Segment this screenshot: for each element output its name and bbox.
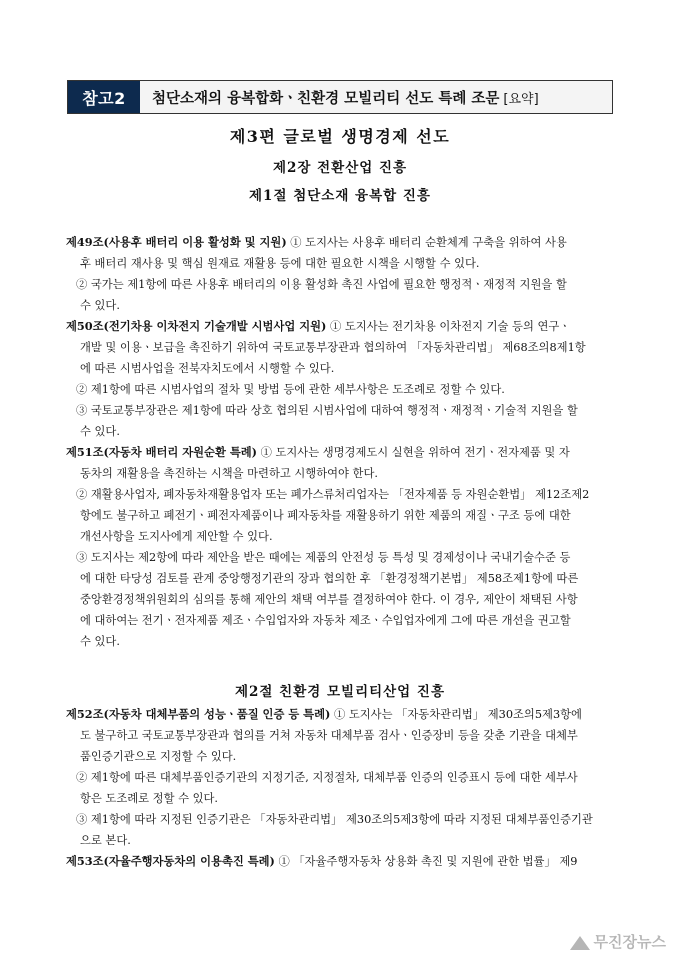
article-item-line: 에 대하여는 전기ㆍ전자제품 제조ㆍ수입업자와 자동차 제조ㆍ수입업자에게 그에 따른 개선을 권고할 [80, 614, 571, 627]
article-text-line: ① 도지사는 전기차용 이차전지 기술 등의 연구ㆍ [330, 320, 571, 333]
banner-title [140, 81, 539, 113]
article-text-line: 동차의 재활용을 촉진하는 시책을 마련하고 시행하여야 한다. [80, 467, 378, 480]
article-item-line: 으로 본다. [80, 834, 131, 847]
section1-heading: 제1절 첨단소재 융복합 진흥 [249, 188, 431, 204]
article-item-line: 에 대한 타당성 검토를 관계 중앙행정기관의 장과 협의한 후 「환경정책기본법」 제58조제1항에 따른 [80, 572, 579, 585]
section2-articles [66, 704, 624, 872]
article-title: 제49조(사용후 배터리 이용 활성화 및 지원) [66, 235, 287, 249]
article-text-line: 품인증기관으로 지정할 수 있다. [80, 750, 237, 763]
article-item-line: 항에도 불구하고 폐전기ㆍ폐전자제품이나 폐자동차를 재활용하기 위한 제품의 재질ㆍ구조 등에 대한 [80, 509, 571, 522]
section2-heading: 제2절 친환경 모빌리티산업 진흥 [234, 684, 446, 700]
article-title: 제52조(자동차 대체부품의 성능ㆍ품질 인증 등 특례) [66, 707, 331, 721]
article-text-line: ① 도지사는 사용후 배터리 순환체계 구축을 위하여 사용 [290, 236, 567, 249]
article [66, 316, 624, 337]
article-item-line: 수 있다. [80, 635, 120, 648]
article-item-line: ③ 제1항에 따라 지정된 인증기관은 「자동차관리법」 제30조의5제3항에 따라 지정된 대체부품인증기관 [76, 813, 593, 826]
article [66, 442, 624, 463]
banner-tag: 참고2 [68, 81, 140, 113]
banner-subtitle: [요약] [503, 91, 539, 107]
mountain-icon [570, 934, 590, 950]
article-item-line: ② 제1항에 따른 대체부품인증기관의 지정기준, 지정절차, 대체부품 인증의 인증표시 등에 대한 세부사 [76, 771, 578, 784]
watermark-logo [570, 931, 666, 952]
article-item-line: 항은 도조례로 정할 수 있다. [80, 792, 218, 805]
article-item-line: 수 있다. [80, 299, 120, 312]
section1-articles [66, 232, 624, 652]
article-title: 제51조(자동차 배터리 자원순환 특례) [66, 445, 257, 459]
article-text-line: 에 따른 시범사업을 전북자치도에서 시행할 수 있다. [80, 362, 335, 375]
article-title: 제50조(전기차용 이차전지 기술개발 시범사업 지원) [66, 319, 327, 333]
title-banner [67, 80, 613, 114]
article-item-line: ③ 국토교통부장관은 제1항에 따라 상호 협의된 시범사업에 대하여 행정적ㆍ재정적ㆍ기술적 지원을 할 [76, 404, 578, 417]
article-title: 제53조(자율주행자동차의 이용촉진 특례) [66, 854, 275, 868]
article-item-line: ② 재활용사업자, 폐자동차재활용업자 또는 폐가스류처리업자는 「전자제품 등 자원순환법」 제12조제2 [76, 488, 590, 501]
article-item-line: ③ 도지사는 제2항에 따라 제안을 받은 때에는 제품의 안전성 등 특성 및 경제성이나 국내기술수준 등 [76, 551, 571, 564]
article-item-line: 개선사항을 도지사에게 제안할 수 있다. [80, 530, 273, 543]
article-text-line: 개발 및 이용ㆍ보급을 촉진하기 위하여 국토교통부장관과 협의하여 「자동차관리법」 제68조의8제1항 [80, 341, 586, 354]
article-item-line: ② 국가는 제1항에 따른 사용후 배터리의 이용 활성화 촉진 사업에 필요한 행정적ㆍ재정적 지원을 할 [76, 278, 567, 291]
article [66, 704, 624, 725]
article-item-line: 수 있다. [80, 425, 120, 438]
article [66, 232, 624, 253]
chapter-heading: 제2장 전환산업 진흥 [272, 160, 408, 176]
watermark-text: 무진장뉴스 [593, 933, 666, 951]
article-text-line: ① 도지사는 생명경제도시 실현을 위하여 전기ㆍ전자제품 및 자 [260, 446, 570, 459]
banner-title-text: 첨단소재의 융복합화ㆍ친환경 모빌리티 선도 특례 조문 [152, 90, 500, 107]
article-text-line: 도 불구하고 국토교통부장관과 협의를 거쳐 자동차 대체부품 검사ㆍ인증장비 등을 갖춘 기관을 대체부 [80, 729, 578, 742]
article-text-line: ① 「자율주행자동차 상용화 촉진 및 지원에 관한 법률」 제9 [278, 855, 578, 868]
article-text-line: 후 배터리 재사용 및 핵심 원재료 재활용 등에 대한 필요한 시책을 시행할 수 있다. [80, 257, 480, 270]
article-item-line: ② 제1항에 따른 시범사업의 절차 및 방법 등에 관한 세부사항은 도조례로 정할 수 있다. [76, 383, 505, 396]
part-heading: 제3편 글로벌 생명경제 선도 [229, 127, 451, 146]
article [66, 851, 624, 872]
article-item-line: 중앙환경정책위원회의 심의를 통해 제안의 채택 여부를 결정하여야 한다. 이 경우, 제안이 채택된 사항 [80, 593, 578, 606]
article-text-line: ① 도지사는 「자동차관리법」 제30조의5제3항에 [333, 708, 582, 721]
